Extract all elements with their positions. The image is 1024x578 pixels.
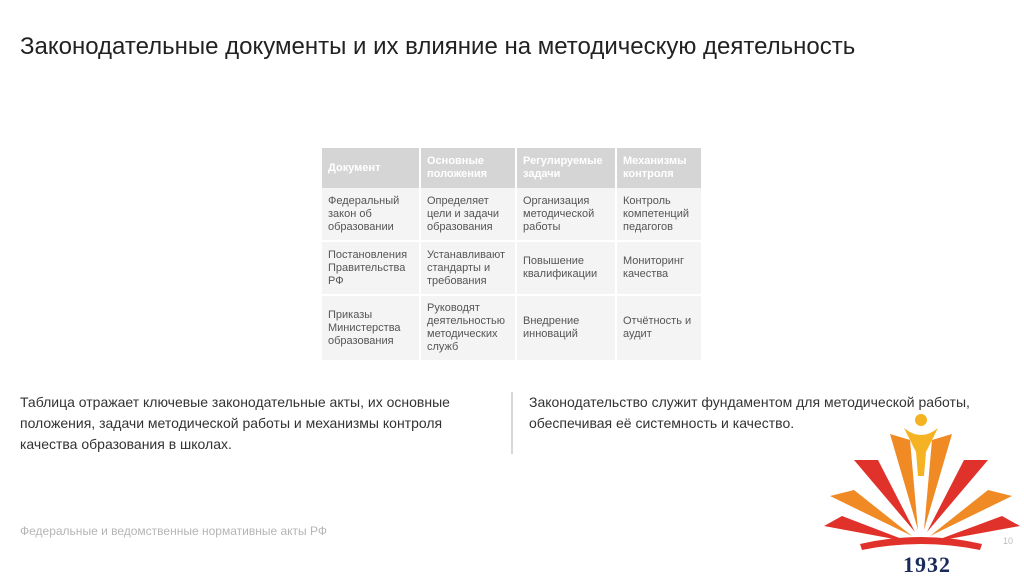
table-caption: Таблица отражает ключевые законодательные акты, их основные положения, задачи методической работы и механизмы контроля качества образования в школах. — [20, 394, 450, 452]
table-cell: Организация методической работы — [516, 188, 616, 241]
summary-text: Законодательство служит фундаментом для методической работы, обеспечивая её системность и качество. — [529, 394, 970, 431]
table-cell: Внедрение инноваций — [516, 295, 616, 361]
table-cell: Контроль компетенций педагогов — [616, 188, 702, 241]
header-regulated-tasks: Регулируемые задачи — [516, 148, 616, 188]
header-control-mechanisms: Механизмы контроля — [616, 148, 702, 188]
logo-figure-head — [915, 414, 927, 426]
page-number: 10 — [1003, 536, 1014, 546]
table-row — [322, 188, 702, 241]
school-logo-icon — [820, 412, 1024, 574]
table-cell: Устанавливают стандарты и требования — [420, 241, 516, 295]
table-cell: Федеральный закон об образовании — [322, 188, 420, 241]
table-header-row — [322, 148, 702, 188]
caption-divider — [511, 392, 513, 454]
header-main-provisions: Основные положения — [420, 148, 516, 188]
logo-book-base — [860, 537, 982, 550]
table-cell: Приказы Министерства образования — [322, 295, 420, 361]
table-cell: Мониторинг качества — [616, 241, 702, 295]
table-row — [322, 241, 702, 295]
logo-year: 1932 — [903, 552, 951, 577]
footer-text: Федеральные и ведомственные нормативные акты РФ — [20, 524, 327, 538]
header-document: Документ — [322, 148, 420, 188]
table-cell: Постановления Правительства РФ — [322, 241, 420, 295]
table-cell: Повышение квалификации — [516, 241, 616, 295]
table-cell: Руководят деятельностью методических служб — [420, 295, 516, 361]
table-row — [322, 295, 702, 361]
slide-title: Законодательные документы и их влияние на методическую деятельность — [20, 33, 856, 60]
legislation-table — [322, 148, 702, 362]
table-cell: Отчётность и аудит — [616, 295, 702, 361]
logo-petal — [932, 516, 1020, 542]
table-cell: Определяет цели и задачи образования — [420, 188, 516, 241]
